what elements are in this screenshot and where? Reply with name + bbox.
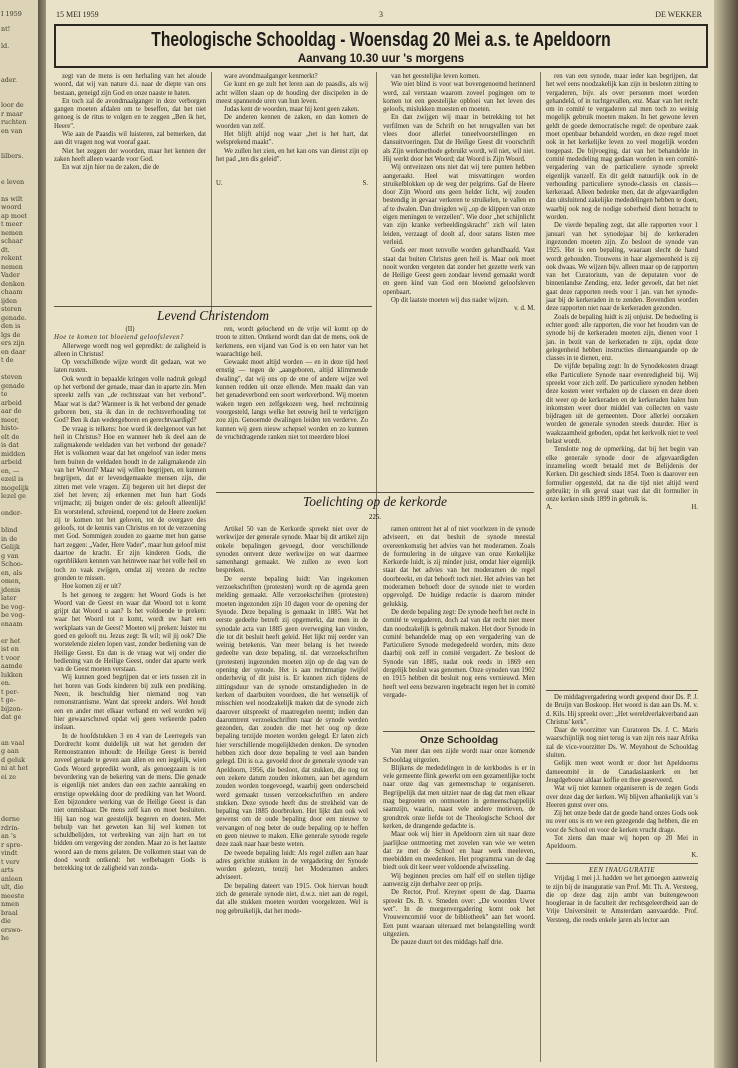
edge-fragment: woord — [1, 203, 22, 211]
paragraph: De derde bepaling zegt: De synode heeft het recht in comité te vergaderen, doch zal van dat recht niet meer dan noodzakelijk is gebruik maken. Het door Synode in comité behandelde mag op een vergadering van de Particuliere Synode medegedeeld worden, mits deze daarbij ook zelf in comité vergadert. Ze besloot de Synode van 1885, nadat ook reeds in 1869 een dergelijk besluit was genomen. Onze synoden van 1902 en 1915 hebben dit besluit nog eens vernieuwd. Men heeft wel eens bezwaren ingebracht tegen het in comité vergade- — [383, 608, 535, 699]
edge-fragment: ader. — [1, 75, 18, 84]
edge-fragment: steren — [1, 305, 22, 313]
column-rule — [540, 72, 541, 1062]
paragraph: Zij het onze bede dat de goede hand onzes Gods ook nu over ons is en we een gezegende dag hebben, die en voor de School en voor de kerken vrucht drage. — [546, 810, 698, 834]
paragraph: De anderen kennen de zaken, en dan komen de woorden van zelf. — [216, 114, 368, 130]
section-rule — [216, 492, 534, 493]
edge-fragment: t de — [1, 356, 14, 364]
edge-fragment: anleen — [1, 874, 23, 883]
edge-fragment: g van — [1, 551, 19, 560]
edge-fragment: lilbers. — [1, 152, 24, 160]
levend-christendom-title: Levend Christendom — [156, 308, 270, 323]
paragraph: Gewaakt moet altijd worden — en in deze tijd heel ernstig — tegen de „aangeboren, altijd klimmende dwaling", dat wij ons op de ene of andere wijze wel kunnen redden uit onze ellende. Men maakt dan van het genadeverbond een soort werkverbond. Wij moeten waken tegen een zelfgekozen weg, heel rechtzinnig voorgesteld, langs welke het eeuwig heil te verkrijgen zou zijn. Genoemde dwalingen leiden ten verderve. Zo kunnen wij geen nieuw schepsel worden en zo kunnen de vruchtdragende ranken niet tot meerdere bloei — [216, 359, 368, 441]
edge-fragment: arbeid — [1, 458, 22, 466]
top-column-2-text — [216, 73, 368, 164]
banner-subtitle: Aanvang 10.30 uur 's morgens — [297, 53, 465, 65]
edge-fragment: meer, — [1, 415, 20, 424]
paragraph: van het geestelijke leven komen. — [391, 73, 480, 80]
edge-fragment: vindt — [1, 849, 18, 857]
edge-fragment: t per- — [1, 687, 19, 696]
edge-fragment: he — [1, 934, 9, 942]
paragraph: Ge kunt en ge zult het leren aan de paasdis, als wij acht willen slaan op de houding der discipelen in de meest spannende uren van hun leven. — [216, 81, 368, 105]
edge-fragment — [1, 730, 38, 739]
paragraph: De Rector, Prof. Kreyner opent de dag. Daarna spreekt Ds. B. v. Smeden over: „De woorden Uwer wet". In de morgenvergadering komt ook het Vrouwencomité voor de bibliotheek" aan het woord. Een punt waaraan uiteraard met belangstelling wordt uitgezien. — [383, 889, 535, 938]
edge-fragment — [1, 365, 38, 374]
edge-fragment: jdenis — [1, 585, 21, 594]
edge-fragment: rdrin- — [1, 823, 20, 832]
edge-fragment — [1, 807, 38, 816]
levend-part-number: (II) — [125, 326, 135, 333]
top-column-4 — [546, 73, 698, 685]
edge-fragment: histo- — [1, 424, 20, 432]
levend-column-1 — [54, 326, 206, 1062]
edge-fragment — [1, 790, 38, 799]
edge-fragment: ei ze — [1, 772, 17, 781]
edge-fragment: aar de — [1, 407, 22, 415]
paragraph: En toch zal de avondmaalganger in deze verborgen gangen moeten afdalen om te beseffen, dat het niet genoeg is de ritus te volgen en te zeggen „Ben ik het, Heere". — [54, 97, 206, 130]
edge-fragment — [1, 161, 38, 170]
section-rule — [54, 306, 372, 307]
paragraph: Allerwege wordt nog wel gepredikt: de zaligheid is alleen in Christus! — [54, 342, 206, 358]
paragraph: Maar ook wij hier in Apeldoorn zien uit naar deze jaarlijkse ontmoeting met zovelen van wie we weten dat ze met de School en haar werk meeleven, meebidden en meedenken. Het programma van de dag biedt ook dit keer weer voldoende afwisseling. — [383, 831, 535, 872]
onze-schooldag-column-1 — [383, 735, 535, 1062]
edge-fragment: Schoo- — [1, 560, 23, 568]
header-page-number: 3 — [379, 10, 383, 19]
edge-fragment: r maar — [1, 109, 23, 118]
paragraph: En wat zijn hier nu de zaken, die de — [62, 164, 160, 172]
paragraph: Artikel 50 van de Kerkorde spreekt niet over de werkwijze der generale synode. Maar bij dit artikel zijn enkele bepalingen gevoegd, door verschillende synoden ontvent deze werkwijze en wat daarmee samenhangt gemaakt. We zullen ze even kort bespreken. — [216, 526, 368, 575]
edge-fragment: e leven — [1, 177, 25, 186]
edge-fragment: schaar — [1, 237, 23, 245]
paragraph: Wat wij niet kunnen organiseren is de zegen Gods over deze dag der kerken. Wij blijven afhankelijk van 's Heeren gunst over ons. — [546, 785, 698, 809]
edge-fragment — [1, 67, 38, 76]
paragraph: ware avondmaalganger kenmerkt? — [224, 73, 318, 80]
paragraph: Op verschillende wijze wordt dit gedaan, wat we laten rusten. — [54, 359, 206, 375]
edge-fragment: den is — [1, 322, 21, 330]
inauguratie-title: EEN INAUGURATIE — [589, 866, 655, 874]
edge-fragment: loor de — [1, 101, 24, 109]
edge-fragment — [1, 518, 38, 527]
edge-fragment: later — [1, 594, 17, 602]
adjacent-page-date: I 1959 — [1, 10, 22, 18]
edge-fragment: Vader — [1, 271, 20, 279]
edge-fragment: ni at het — [1, 764, 29, 772]
top-column-3-text — [383, 73, 535, 305]
top-column-1 — [54, 73, 206, 305]
top-column-2-signature — [216, 180, 368, 188]
edge-fragment — [1, 59, 38, 68]
edge-fragment: t ge- — [1, 696, 16, 704]
edge-fragment: steven — [1, 373, 23, 381]
top-column-1-text — [54, 73, 206, 173]
edge-fragment: erswo- — [1, 925, 23, 934]
paragraph: Gods eer moet tenvolle worden gehandhaafd. Vast staat dat buiten Christus geen heil is. Maar ook moet nooit worden vergeten dat zonder het gezette werk van de Heilige Geest geen zondaar levend gemaakt wordt en geen kind van God een bloeiend geloofsleven openbaart. — [383, 247, 535, 296]
paragraph: De tweede bepaling luidt: Als regel zullen aan haar adres gerichte stukken in de vergadering der Synode worden gelezen, tenzij het Moderamen anders adviseert. — [216, 849, 368, 882]
edge-fragment: en van — [1, 126, 23, 135]
edge-fragment — [1, 501, 38, 510]
edge-fragment: die — [1, 917, 11, 925]
edge-fragment: nt! — [1, 24, 11, 33]
paragraph: Ook wordt in bepaalde kringen volle nadruk gelegd op het verbond der genade, maar dan in aparte zin. Men spreekt zelfs van „de rechtsstaat van het verbond". Maar wat is dat? Wanneer is ik het verbond der genade geboren ben, sta ik dan in de rechtsverhouding tot God? Ben ik dan wedergeboren en gerechtvaardigd? — [54, 375, 206, 425]
column-rule — [376, 72, 377, 1062]
toelichting-column-1 — [216, 526, 368, 1062]
edge-fragment: Gelijk — [1, 543, 20, 551]
paragraph: De middagvergadering wordt geopend door Ds. P. J. de Bruijn van Boskoop. Het woord is dan aan Ds. M. v. d. Kils. Hij spreekt over: „Het wereldverlakverband aan Christus' kerk". — [546, 694, 698, 726]
banner-title: Theologische Schooldag - Woensdag 20 Mei a.s. te Apeldoorn — [151, 29, 611, 51]
edge-fragment: an 's — [1, 832, 16, 840]
edge-fragment: omen, — [1, 577, 21, 585]
edge-fragment: rekent — [1, 254, 23, 262]
edge-fragment: nemen — [1, 228, 23, 237]
edge-fragment: genade. — [1, 313, 27, 322]
edge-fragment: nmen — [1, 900, 20, 908]
edge-fragment: lukken — [1, 670, 23, 679]
section-rule — [546, 863, 698, 864]
paragraph: Hoe komen zij er uit? — [62, 583, 121, 591]
edge-fragment: ist en — [1, 645, 19, 653]
edge-fragment: ns wilt — [1, 194, 23, 203]
page-fold — [38, 0, 46, 1068]
edge-fragment: nemen — [1, 262, 23, 271]
paragraph: Op dit laatste moeten wij dus nader wijzen. — [391, 297, 509, 305]
paragraph: ramen omtrent het al of niet voorlezen in de synode adviseert, en dat besluit de synode meestal overeenkomstig het advies van het moderamen. Zoals de formulering in de uitgave van onze Kerkelijke Kerkorde luidt, is zij minder juist, omdat hier eigenlijk staat dat het advies van het moderamen de regel doorbreekt, en dat behoeft toch niet. Het advies van het moderamen behoeft door de synode niet te worden opgevolgd. De huidige redactie is daarom minder gelukkig. — [383, 526, 535, 608]
edge-fragment: be vog- — [1, 602, 25, 611]
edge-fragment: derne — [1, 815, 20, 823]
paragraph: Wij kunnen goed begrijpen dat er iets tussen zit in het horen van Gods kinderen bij zulk een prediking. Neen, ik beschuldig hier niemand nog van remonstrantisme. Want dat spreekt anders. Wel houdt een en ander met elkaar verband en wel worden wij hier gewaarschuwd opdat wij geen verkeerde paden inslaan. — [54, 674, 206, 732]
edge-fragment: ult, die — [1, 883, 24, 891]
edge-fragment: an vaal — [1, 738, 25, 747]
top-column-4-signature — [546, 504, 698, 512]
edge-fragment — [1, 84, 38, 93]
toelichting-number: 225. — [369, 514, 381, 521]
edge-fragment: dat ge — [1, 713, 22, 721]
paragraph: Van meer dan een zijde wordt naar onze komende Schooldag uitgezien. — [383, 748, 535, 764]
page-right-edge — [714, 0, 738, 1068]
edge-fragment: denken — [1, 279, 25, 288]
paragraph: Tot ziens dan maar wij hopen op 20 Mei in Apeldoorn. — [546, 835, 698, 851]
top-column-3 — [383, 73, 535, 488]
top-column-3-signature: v. d. M. — [514, 305, 535, 313]
toelichting-column-2 — [383, 526, 535, 724]
edge-fragment: arbeid — [1, 398, 22, 407]
edge-fragment: er het — [1, 636, 21, 645]
inauguratie-text: Vrijdag 1 mei j.l. hadden we het genoegen aanwezig te zijn bij de inauguratie van Prof. Mr. Th. A. Versteeg, die op deze dag zijn ambt van buitengewoon hoogleraar in de faculteit der rechtsgeleerdheid aan de Vrije Universiteit te Amsterdam aanvaardde. Prof. Versteeg, die reeds enkele jaren als lector aan — [546, 875, 698, 924]
edge-fragment: lgs de — [1, 330, 21, 339]
signature-right: S. — [362, 180, 368, 188]
signature-left: U. — [216, 180, 223, 188]
paragraph: De vierde bepaling zegt, dat alle rapporten voor 1 januari van het synodejaar bij de kerkeraden ingezonden moeten zijn. Zo besloot de synode van 1925. Het is een bepaling, waaraan slecht de hand wordt gehouden. Trouwens in haar algemeenheid is zij ook dwaas. We wijzen bijv. alleen maar op de rapporten van het Curatorium, van de deputaten voor de binnenlandse Zending, enz. Ieder gevoelt, dat het niet gaat deze rapporten reeds voor 1 jan. van het synode-jaar bij de kerkeraden in te zenden. Bovendien worden deze rapporten niet naar de kerkeraden gezonden. — [546, 222, 698, 313]
paragraph: De eerste bepaling luidt: Van ingekomen verzoekschriften (protesten) wordt op de agenda geen melding gemaakt. Alle verzoekschriften (protesten) moeten ingezonden zijn 10 dagen voor de opening der Synode. Deze bepaling is gemaakt in 1885. Wat het eerste gedeelte betreft zij opgemerkt, dat men in de synodale acta van 1885 geen overweging kan vinden, die tot dit besluit heeft geleid. Het lijkt mij eerder van weinig betekenis. Van meer belang is het tweede gedeelte van deze bepaling, nl. dat verzoekschriften (protesten) ingezonden moeten zijn op de dag van de opening der synode. Het is aan rechtmatige twijfel onderhevig of dit juist is. Er kunnen zich tijdens de zittingsduur van de synode omstandigheden in de kerken of daarbuiten voordoen, die het wenselijk of misschien wel noodzakelijk maken dat de synode zich daarover uitspreekt of maatregelen neemt; indien dan daaromtrent verzoekschriften naar de synode werden gezonden, dan zouden die met het oog op deze bepaling terzijde moeten worden gelegd. Er laten zich hier verschillende mogelijkheden denken. De synoden hebben zich door deze bepaling te veel aan banden gelegd. Dit is o.a. gevoeld door de generale synode van Apeldoorn, 1956, die besloot, dat stukken, die nog tot een zekere datum zouden inkomen, aan het agendum zouden worden toegevoegd, waarbij geen onderscheid werd gemaakt tussen verzoekschriften en andere stukken. Deze synode heeft dus de strekheid van de bepaling van 1885 doorbroken. Het lijkt dan ook wel gewenst om de oude bepaling door een nieuwe te vervangen of nog beter de oude bepaling op te heffen en geen nieuwe te maken. Elke generale synode regele deze zaak naar haar beste weten. — [216, 575, 368, 849]
paragraph: Het blijft altijd nog waar „het is het hart, dat welsprekend maakt". — [216, 131, 368, 147]
edge-fragment: midden — [1, 449, 26, 458]
paragraph: zegt van de mens is een herhaling van het aloude woord, dat wij van nature d.i. naar de diepte van ons bestaan, geneigd zijn God en onze naaste te haten. — [54, 73, 206, 97]
edge-fragment: braal — [1, 908, 18, 917]
edge-fragment — [1, 798, 38, 807]
header-paper-name: DE WEKKER — [655, 10, 702, 19]
edge-fragment: g aan — [1, 747, 19, 755]
edge-fragment: r spre- — [1, 840, 23, 849]
onze-schooldag-column-2 — [546, 694, 698, 1062]
edge-fragment: mogelijk — [1, 483, 29, 492]
edge-fragment: in de — [1, 534, 18, 543]
newspaper-page — [46, 0, 714, 1068]
edge-fragment: aamde — [1, 662, 23, 670]
edge-fragment: bijzon- — [1, 704, 23, 713]
edge-fragment: ap moet — [1, 211, 28, 220]
edge-fragment: t meer — [1, 220, 23, 228]
edge-fragment: en daar — [1, 347, 26, 356]
edge-fragment — [1, 33, 38, 42]
edge-fragment: en. — [1, 679, 11, 687]
edge-fragment: t voor — [1, 653, 20, 662]
announcement-banner — [54, 24, 708, 68]
onze-schooldag-text — [383, 748, 535, 947]
paragraph: Wie aan de Paasdis wil luisteren, zal bemerken, dat aan dit vragen nog wat vooraf gaat. — [54, 131, 206, 147]
edge-fragment: ijden — [1, 296, 18, 305]
signature-right: H. — [691, 504, 698, 512]
edge-fragment: ld. — [1, 41, 10, 50]
paragraph: Daar de voorzitter van Curatoren Ds. J. C. Maris waarschijnlijk nog niet terug is van zijn reis naar Afrika zal de vice-voorzitter Ds. W. Meynhout de Schooldag sluiten. — [546, 727, 698, 760]
header-date: 15 MEI 1959 — [56, 10, 99, 19]
edge-fragment: en, als — [1, 568, 23, 577]
toelichting-column-2-text — [383, 526, 535, 700]
section-rule — [546, 690, 698, 691]
edge-fragment: genade — [1, 381, 25, 390]
paragraph: We zullen het zien, en het kan ons van dienst zijn op het pad „ten dis geleid". — [216, 147, 368, 163]
page-header — [56, 10, 702, 22]
edge-fragment: ruchten — [1, 118, 27, 126]
paragraph: In de hoofdstukken 3 en 4 van de Leerregels van Dordrecht komt duidelijk uit wat het geroden der Remonstranten inhoudt: de Heilige Geest is bereid zoveel genade te geven aan allen en een iegelijk, wien Gods Woord gepredikt wordt, als genoegzaam is tot bevordering van de bekering van de mens. Die genade is eigenlijk niet anders dan een zachte aanraking en ernstige opwekking door de prediking van het Woord. Een bijzondere werking van de Heilige Geest is dan niet onmisbaar. De mens zelf kan en moet besluiten. Hij kan nog wat geestelijk begeren en doeten. Met behulp van het geweten kan hij wel komen tot schuldbelijden, tot verbreking van zijn hart en tot bidden om vergeving der zonden. Maar zo is het laatste woord aan de mens gelaten. De volkomen staat van de dood wordt ontkend: het welbehagen Gods is betrekking tot de zaligheid van zonda- — [54, 732, 206, 873]
paragraph: ren van een synode, maar ieder kan begrijpen, dat het wel eens noodzakelijk kan zijn in besloten zitting te vergaderen, bijv. als over personen moet worden gehandeld, of in tuchtgevallen, enz. Maar van het recht om in comité te vergaderen zal men toch zo weinig mogelijk gebruik moeten maken. In het gewone leven geldt de goede democratische regel: de openbare zaak moet openbaar behandeld worden, en deze regel moet ook in het kerkelijke leven zo veel mogelijk worden toegepast. De bijvoeging, dat van het behandelde in comité mededeling mag gedaan worden in een comité-vergadering van de particuliere synode spreekt eigenlijk vanzelf. En dit geldt natuurlijk ook in de verhouding particuliere synode-classis en classis—kerkeraad. Alleen bedenke men, dat de afgevaardigden dan uitsluitend zakelijke mededelingen hebben te doen, waarbij ook nog de nodige soberheid dient betracht te worden. — [546, 73, 698, 222]
edge-fragment: t verv — [1, 857, 20, 866]
edge-fragment — [1, 144, 38, 153]
edge-fragment: elt de — [1, 432, 20, 441]
paragraph: Tenslotte nog de opmerking, dat bij het begin van elke generale synode door de afgevaardigden inzameling wordt betaald met de Belijdenis der Kerken. Dit geschiedt sinds 1854. Toen is daarover een formulier opgesteld, dat na die tijd niet altijd werd gebruikt; in elk geval staat vast dat dit formulier in onze kerken sinds 1899 in gebruik is. — [546, 446, 698, 504]
levend-lead: Hoe te komen tot bloeiend geloofsleven? — [54, 334, 184, 342]
edge-fragment: ezeil is — [1, 475, 24, 483]
edge-fragment: onder- — [1, 509, 23, 517]
paragraph: Is het genoeg te zeggen: het Woord Gods is het Woord van de Geest en waar dat Woord tot u komt grijpt dat Woord u aan? Is het voldoende te preken: waar het Woord tot u komt, wordt uw hart een werkplaats van de Geest? Moeten wij preken: luister nu goed en gelooft nu. Jezus zegt: Ik wil; wil jij ook? Die worstelende zielen lopen vast, zonder bediening van de Heilige Geest. En dan is de vraag wat wij onder die bediening van de Heilige Geest, onder dat aparte werk van de Geest moeten verstaan. — [54, 591, 206, 674]
edge-fragment: en, — — [1, 466, 20, 475]
edge-fragment — [1, 722, 38, 731]
edge-fragment: arts — [1, 866, 14, 874]
section-rule — [383, 731, 535, 732]
paragraph: Blijkens de mededelingen in de kerkbodes is er in vele gemeente flink gewerkt om een gezamenlijke tocht naar onze dag van gemeenschap te organiseren. Begrijpelijk dat men uitziet naar de dag dat men elkaar mag begroeten en ontmoeten in gemeenschappelijk saamzijn, waarin, naast vele andere motieven, de grondtrek onze liefde tot de Theologische School der kerken, de drangende gedachte is. — [383, 764, 535, 830]
edge-fragment: ers zijn — [1, 339, 25, 347]
edge-fragment — [1, 628, 38, 637]
paragraph: De vijfde bepaling zegt: In de Synodekosten draagt elke Particuliere Synode naar evenredigheid bij. Wij spreekt voor zich zelf. De particuliere synoden hebben deze kosten weer verhalen op de classen en deze doen dit weer op de kerkeraden en de kerkeraden halen hun inkomsten weer door middel van collecten en vaste bijdragen uit de gemeenten. Door allerlei oorzaken worden de generale synoden steeds duurder. Hier is waakzaamheid geboden, opdat het kerkvolk niet te veel belast wordt. — [546, 363, 698, 446]
paragraph: Gelijk men weet wordt er door het Apeldoorns dameeomité in de Canadaslaankerk en het Jeugdgebouw aldaar koffie en thee geserveerd. — [546, 760, 698, 784]
paragraph: Niet het zeggen der woorden, maar het kennen der zaken heeft alleen waarde voor God. — [54, 147, 206, 163]
adjacent-page-edge — [0, 0, 38, 1068]
edge-fragment — [1, 781, 38, 790]
top-column-4-text — [546, 73, 698, 504]
edge-fragment: meeste — [1, 891, 25, 900]
paragraph: Zoals de bepaling luidt is zij onjuist. De bedoeling is echter goed: alle rapporten, die voor het houden van de synode bij de kerkeraden moeten zijn, dienen voor 1 jan. in bezit van de kerkeraden te zijn, opdat deze gelegenheid hebben instructies dienaangaande op de classes in te dienen, enz. — [546, 313, 698, 363]
column-rule — [211, 72, 212, 312]
paragraph: De vraag is telkens: hoe word ik deelgenoot van het heil in Christus? Hoe en wanneer heb ik deel aan de zaligmakende weldaden van het verbond der genade? Het is volkomen waar dat het ongeloof van ieder mens hem buiten de weldaden houdt in de zaligmakende zin van het Woord? Maar wij willen begrijpen, en kunnen begrijpen, dat er levendgemaakte mensen zijn, die zitten met vele vragen. Zij begeren uit het diepst der ziel het leven; zij erkennen met hun hart Gods vrijmacht; zij buigen onder de eis: gelooft alleenlijk! En worstelend, schreiend, roepend tot de Heere zoeken zij te komen tot het geloven, tot de overgave des geloofs, tot de kennis van Christus en tot de verzoening met God. Sommigen zouden zo gaarne met hun ganse hart zeggen: „Vader, Here Vader", maar hun geloof mist daartoe de kracht. Er zijn kinderen Gods, die ogenblikken kennen van heimwee naar het volle heil en toch zo vaak zwijgen, omdat zij vrezen de rechte gronden te missen. — [54, 425, 206, 582]
onze-schooldag-text-2 — [546, 694, 698, 852]
edge-fragment — [1, 93, 38, 102]
edge-fragment: is dat — [1, 441, 19, 449]
paragraph: Wij beginnen precies om half elf en stellen tijdige aanwezig zijn derhalve zeer op prijs. — [383, 872, 535, 889]
paragraph: ren, wordt gelochend en de vrije wil komt op de troon te zitten. Ontkend wordt dan dat de mens, ook de kerkmens, een vijand van God is en een hater van het waarachtige heil. — [216, 326, 368, 358]
edge-fragment: enaam — [1, 619, 23, 628]
toelichting-column-1-text — [216, 526, 368, 916]
paragraph: Wie niet blind is voor wat bovengenoemd herinnerd werd, zal verstaan waarom zoveel pogingen om te komen tot een geestelijke opbloei van het leven des geloofs, mislukken moesten en moeten. — [383, 81, 535, 114]
adjacent-page-fragments — [0, 25, 38, 943]
signature-left: A. — [546, 504, 553, 512]
edge-fragment: chaam — [1, 288, 23, 296]
paragraph: De bepaling dateert van 1915. Ook hiervan houdt zich de generale synode niet, d.w.z. niet aan de regel, dat alle stukken moeten worden voorgelezen. Wel is nog gebruikelijk, dat het mode- — [216, 882, 368, 915]
edge-fragment: dt. — [1, 245, 10, 254]
levend-column-2-text — [216, 326, 368, 442]
toelichting-title: Toelichting op de kerkorde — [302, 494, 448, 509]
onze-schooldag-signature: K. — [691, 851, 698, 859]
edge-fragment: d geluk — [1, 755, 26, 764]
edge-fragment: lezel ge — [1, 492, 26, 500]
paragraph: De pauze duurt tot des middags half drie. — [391, 939, 504, 947]
edge-fragment — [1, 135, 38, 144]
edge-fragment: te — [1, 390, 8, 398]
edge-fragment — [1, 186, 38, 195]
top-column-2 — [216, 73, 368, 305]
edge-fragment: be vog- — [1, 611, 25, 619]
levend-column-1-text — [54, 343, 206, 874]
paragraph: En dan zwijgen wij maar in betrekking tot het verfilmen van de Schrift en het terugvallen van het vlees door allerlei toneelvoorstellingen en dansuitvoeringen. Dat de Heilige Geest dit voorschrift als Zijn werkmethode gebruikt wordt, wil niet, wil niet. Hij werkt door het Woord; dat Woord is Zijn Woord. — [383, 114, 535, 163]
edge-fragment — [1, 169, 38, 178]
onze-schooldag-title: Onze Schooldag — [419, 735, 499, 746]
edge-fragment — [1, 50, 38, 59]
edge-fragment: blind — [1, 526, 18, 534]
paragraph: Judas kent de woorden, maar hij kent geen zaken. — [224, 106, 360, 114]
levend-column-2 — [216, 326, 368, 441]
paragraph: Wij ontveinzen ons niet dat wij tere punten hebben aangeraakt. Heel wat misvattingen worden struikelblokken op de weg der pelgrims. Gaf de Heere door Zijn Woord ons geen helder licht, wij zouden bestendig in gevaar verkeren te struikelen, te vallen en af te dwalen. Dan dreigden wij „op de klippen van onze eigen meningen te verzeilen". Wie door „het schijnlicht van zijn kranke verbeeldingskracht" zich wil laten leiden, verzaagt of doolt af, door satans listen mee verleid. — [383, 164, 535, 246]
